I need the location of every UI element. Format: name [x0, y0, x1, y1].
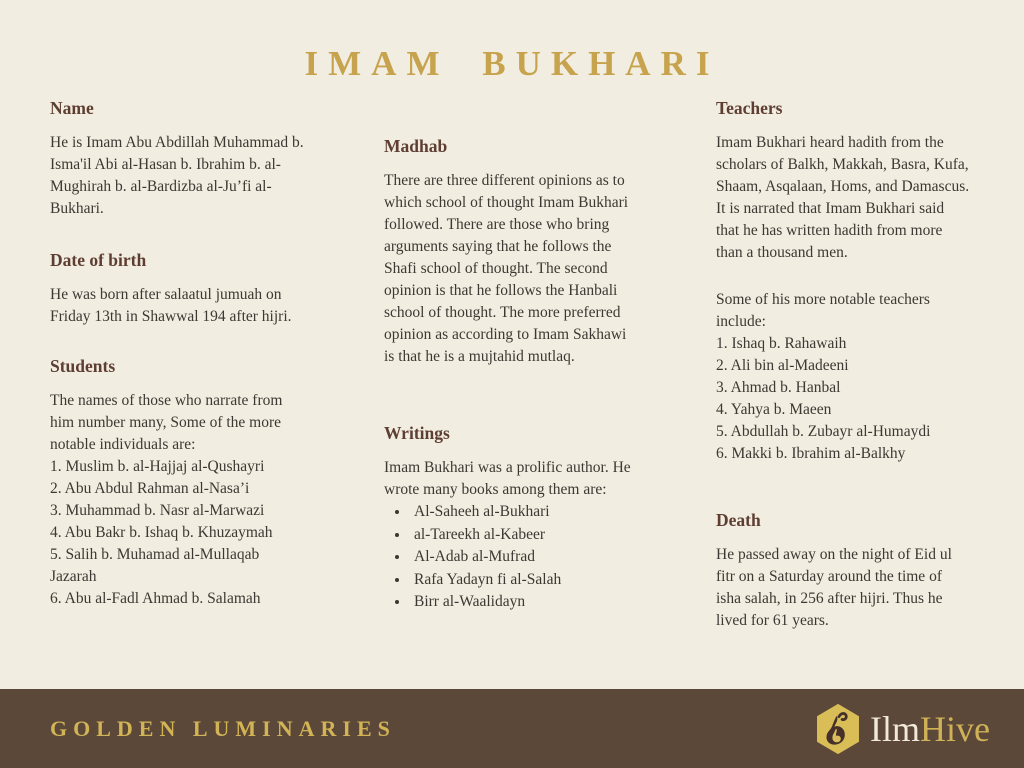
death-body: He passed away on the night of Eid ul fitr on a Saturday around the time of isha salah, in 256 after hijri. Thus he lived for 61 years. [716, 546, 956, 629]
teacher-item: 5. Abdullah b. Zubayr al-Humaydi [716, 423, 931, 440]
writing-item: • Rafa Yadayn fi al-Salah [410, 569, 636, 592]
teacher-item: 6. Makki b. Ibrahim al-Balkhy [716, 445, 906, 462]
column-middle [384, 98, 636, 632]
student-item: 3. Muhammad b. Nasr al-Marwazi [50, 502, 265, 519]
section-death [716, 510, 970, 632]
column-left [50, 98, 308, 632]
student-item: 2. Abu Abdul Rahman al-Nasa’i [50, 480, 250, 497]
teachers-list [716, 333, 970, 465]
brand-name-hive: Hive [920, 708, 990, 749]
student-item: 6. Abu al-Fadl Ahmad b. Salamah [50, 590, 261, 607]
section-date-of-birth [50, 250, 304, 328]
footer [0, 689, 1024, 768]
name-body: He is Imam Abu Abdillah Muhammad b. Isma'il Abi al-Hasan b. Ibrahim b. al-Mughirah b. al-Bardizba al-Ju’fi al-Bukhari. [50, 134, 308, 217]
section-students [50, 356, 304, 610]
brand-name [870, 708, 990, 749]
student-item: 5. Salih b. Muhamad al-Mullaqab Jazarah [50, 546, 260, 585]
teacher-item: 3. Ahmad b. Hanbal [716, 379, 841, 396]
teacher-item: 2. Ali bin al-Madeeni [716, 357, 849, 374]
student-item: 1. Muslim b. al-Hajjaj al-Qushayri [50, 458, 265, 475]
date-of-birth-body: He was born after salaatul jumuah on Friday 13th in Shawwal 194 after hijri. [50, 286, 292, 325]
madhab-heading: Madhab [384, 136, 448, 156]
teacher-item: 1. Ishaq b. Rahawaih [716, 335, 847, 352]
brand-name-ilm: Ilm [870, 708, 921, 749]
writings-heading: Writings [384, 423, 450, 443]
writing-item: • Al-Saheeh al-Bukhari [410, 501, 636, 524]
teachers-intro: Some of his more notable teachers include: [716, 291, 934, 330]
writing-item: • Al-Adab al-Mufrad [410, 546, 636, 569]
students-list [50, 456, 304, 610]
section-writings [384, 423, 636, 614]
death-heading: Death [716, 510, 761, 530]
ilmhive-brand [815, 703, 990, 755]
writing-item: • Birr al-Waalidayn [410, 591, 636, 614]
students-heading: Students [50, 356, 116, 376]
madhab-body: There are three different opinions as to which school of thought Imam Bukhari followed. There are those who bring arguments saying that he follows the Shafi school of thought. The second opinion is that he follows the Hanbali school of thought. The more preferred opinion as according to Imam Sakhawi is that he is a mujtahid mutlaq. [384, 172, 632, 365]
section-teachers [716, 98, 977, 465]
students-intro: The names of those who narrate from him number many, Some of the more notable individuals are: [50, 392, 287, 453]
series-title: GOLDEN LUMINARIES [50, 715, 396, 741]
section-madhab [384, 136, 636, 368]
writings-intro: Imam Bukhari was a prolific author. He wrote many books among them are: [384, 459, 635, 498]
name-heading: Name [50, 98, 94, 118]
student-item: 4. Abu Bakr b. Ishaq b. Khuzaymah [50, 524, 273, 541]
teacher-item: 4. Yahya b. Maeen [716, 401, 832, 418]
column-right [716, 98, 977, 632]
date-of-birth-heading: Date of birth [50, 250, 147, 270]
section-name [50, 98, 308, 220]
writing-item: • al-Tareekh al-Kabeer [410, 524, 636, 547]
teachers-heading: Teachers [716, 98, 783, 118]
content-columns [0, 84, 1024, 632]
ilmhive-logo-icon [815, 703, 861, 755]
page-title: IMAM BUKHARI [304, 44, 720, 83]
writings-list [384, 501, 636, 614]
teachers-body: Imam Bukhari heard hadith from the scholars of Balkh, Makkah, Basra, Kufa, Shaam, Asqalaan, Homs, and Damascus. It is narrated that Imam Bukhari said that he has written hadith from more than a thousand men. [716, 134, 977, 261]
